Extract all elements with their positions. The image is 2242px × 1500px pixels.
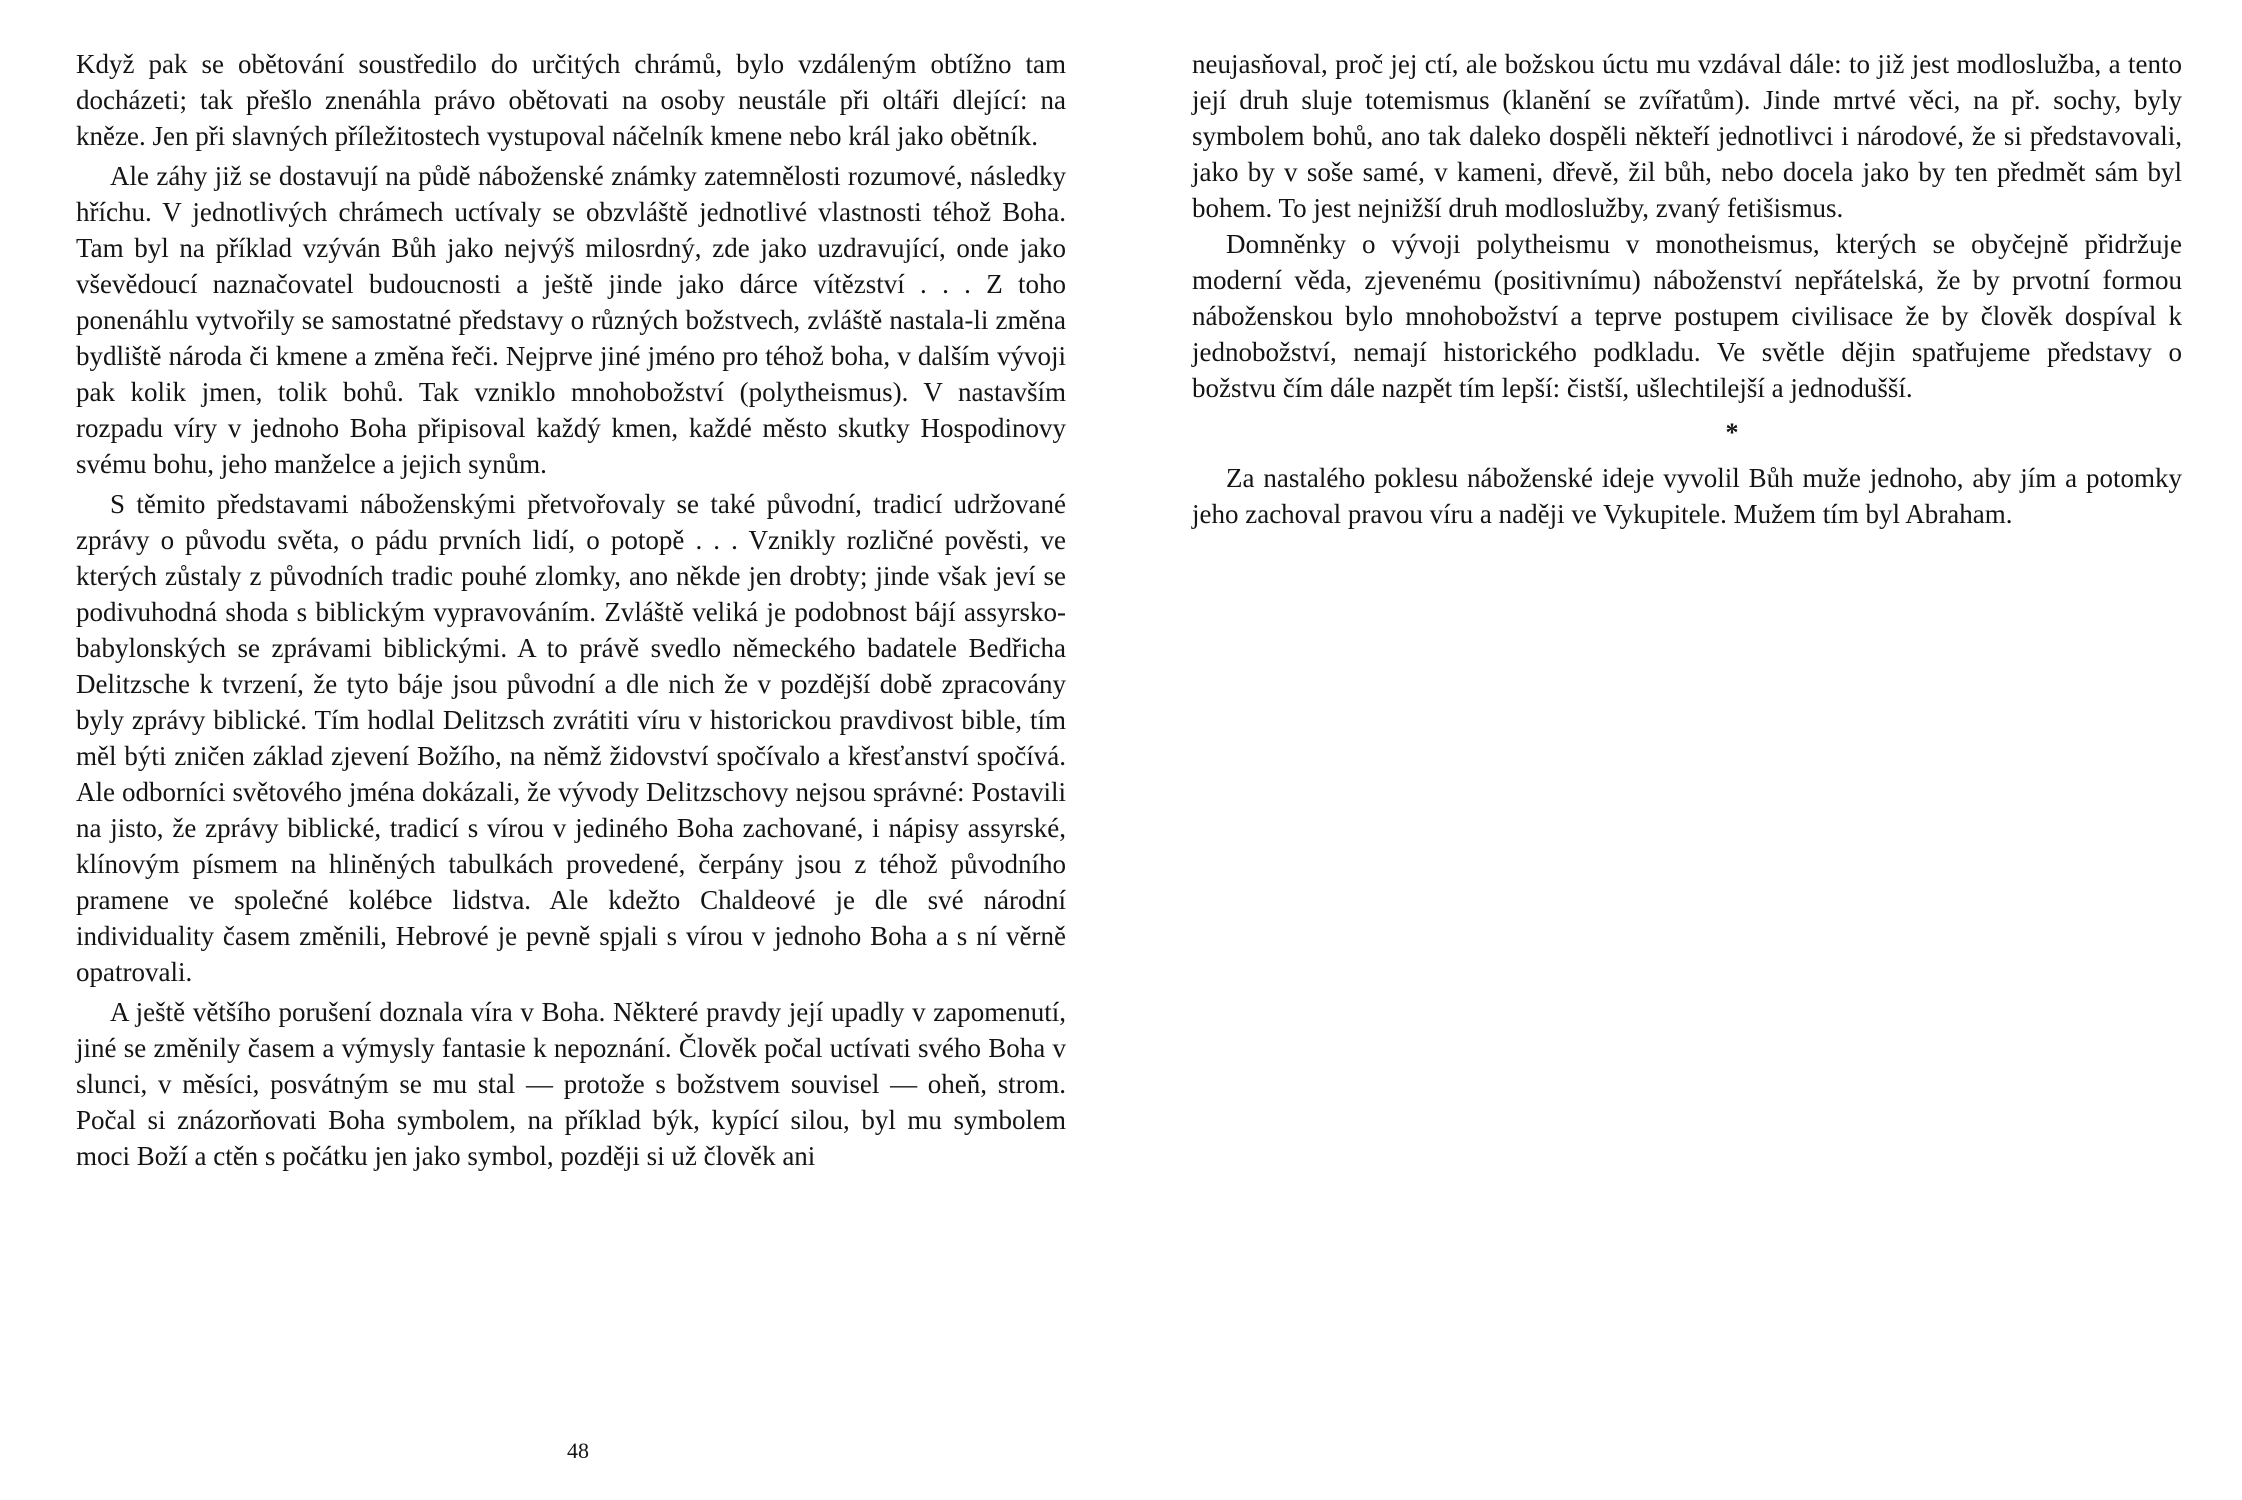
right-paragraph-2: Domněnky o vývoji polytheismu v monotheismus, kterých se obyčejně přidržuje moderní věda, zjevenému (positivnímu) náboženství nepřátelská, že by prvotní formou náboženskou bylo mnohobožství a teprve postupem civilisace že by člověk dospíval k jednobožství, nemají historického podkladu. Ve světle dějin spatřujeme představy o božstvu čím dále nazpět tím lepší: čistší, ušlechtilejší a jednodušší. xyxy=(1192,229,2182,403)
right-page xyxy=(1192,46,2182,532)
left-paragraph-4: A ještě většího porušení doznala víra v Boha. Některé pravdy její upadly v zapomenutí, jiné se změnily časem a výmysly fantasie k nepoznání. Člověk počal uctívati svého Boha v slunci, v měsíci, posvátným se mu stal — protože s božstvem souvisel — oheň, strom. Počal si znázorňovati Boha symbolem, na příklad býk, kypící silou, byl mu symbolem moci Boží a ctěn s počátku jen jako symbol, později si už člověk ani xyxy=(76,997,1066,1171)
left-paragraph-1: Když pak se obětování soustředilo do určitých chrámů, bylo vzdáleným obtížno tam docházeti; tak přešlo znenáhla právo obětovati na osoby neustále při oltáři dlející: na kněze. Jen při slavných příležitostech vystupoval náčelník kmene nebo král jako obětník. xyxy=(76,49,1066,151)
left-page xyxy=(76,46,1066,1174)
left-paragraph-3: S těmito představami náboženskými přetvořovaly se také původní, tradicí udržované zprávy o původu světa, o pádu prvních lidí, o potopě . . . Vznikly rozličné pověsti, ve kterých zůstaly z původních tradic pouhé zlomky, ano někde jen drobty; jinde však jeví se podivuhodná shoda s biblickým vypravováním. Zvláště veliká je podobnost bájí assyrsko-babylonských se zprávami biblickými. A to právě svedlo německého badatele Bedřicha Delitzsche k tvrzení, že tyto báje jsou původní a dle nich že v pozdější době zpracovány byly zprávy biblické. Tím hodlal Delitzsch zvrátiti víru v historickou pravdivost bible, tím měl býti zničen základ zjevení Božího, na němž židovství spočívalo a křesťanství spočívá. Ale odborníci světového jména dokázali, že vývody Delitzschovy nejsou správné: Postavili na jisto, že zprávy biblické, tradicí s vírou v jediného Boha zachované, i nápisy assyrské, klínovým písmem na hliněných tabulkách provedené, čerpány jsou z téhož původního pramene ve společné kolébce lidstva. Ale kdežto Chaldeové je dle své národní individuality časem změnili, Hebrové je pevně spjali s vírou v jednoho Boha a s ní věrně opatrovali. xyxy=(76,489,1066,987)
right-closing-paragraph: Za nastalého poklesu náboženské ideje vyvolil Bůh muže jednoho, aby jím a potomky jeho zachoval pravou víru a naději ve Vykupitele. Mužem tím byl Abraham. xyxy=(1192,463,2182,529)
section-separator: * xyxy=(1725,418,1739,447)
right-paragraph-1: neujasňoval, proč jej ctí, ale božskou úctu mu vzdával dále: to již jest modloslužba, a tento její druh sluje totemismus (klanění se zvířatům). Jinde mrtvé věci, na př. sochy, byly symbolem bohů, ano tak daleko dospěli někteří jednotlivci i národové, že si představovali, jako by v soše samé, v kameni, dřevě, žil bůh, nebo docela jako by ten předmět sám byl bohem. To jest nejnižší druh modloslužby, zvaný fetišismus. xyxy=(1192,49,2182,223)
page-number: 48 xyxy=(567,1438,589,1463)
left-paragraph-2: Ale záhy již se dostavují na půdě náboženské známky zatemnělosti rozumové, následky hříchu. V jednotlivých chrámech uctívaly se obzvláště jednotlivé vlastnosti téhož Boha. Tam byl na příklad vzýván Bůh jako nejvýš milosrdný, zde jako uzdravující, onde jako vševědoucí naznačovatel budoucnosti a ještě jinde jako dárce vítězství . . . Z toho ponenáhlu vytvořily se samostatné představy o různých božstvech, zvláště nastala-li změna bydliště národa či kmene a změna řeči. Nejprve jiné jméno pro téhož boha, v dalším vývoji pak kolik jmen, tolik bohů. Tak vzniklo mnohobožství (polytheismus). V nastavším rozpadu víry v jednoho Boha připisoval každý kmen, každé město skutky Hospodinovy svému bohu, jeho manželce a jejich synům. xyxy=(76,161,1066,479)
